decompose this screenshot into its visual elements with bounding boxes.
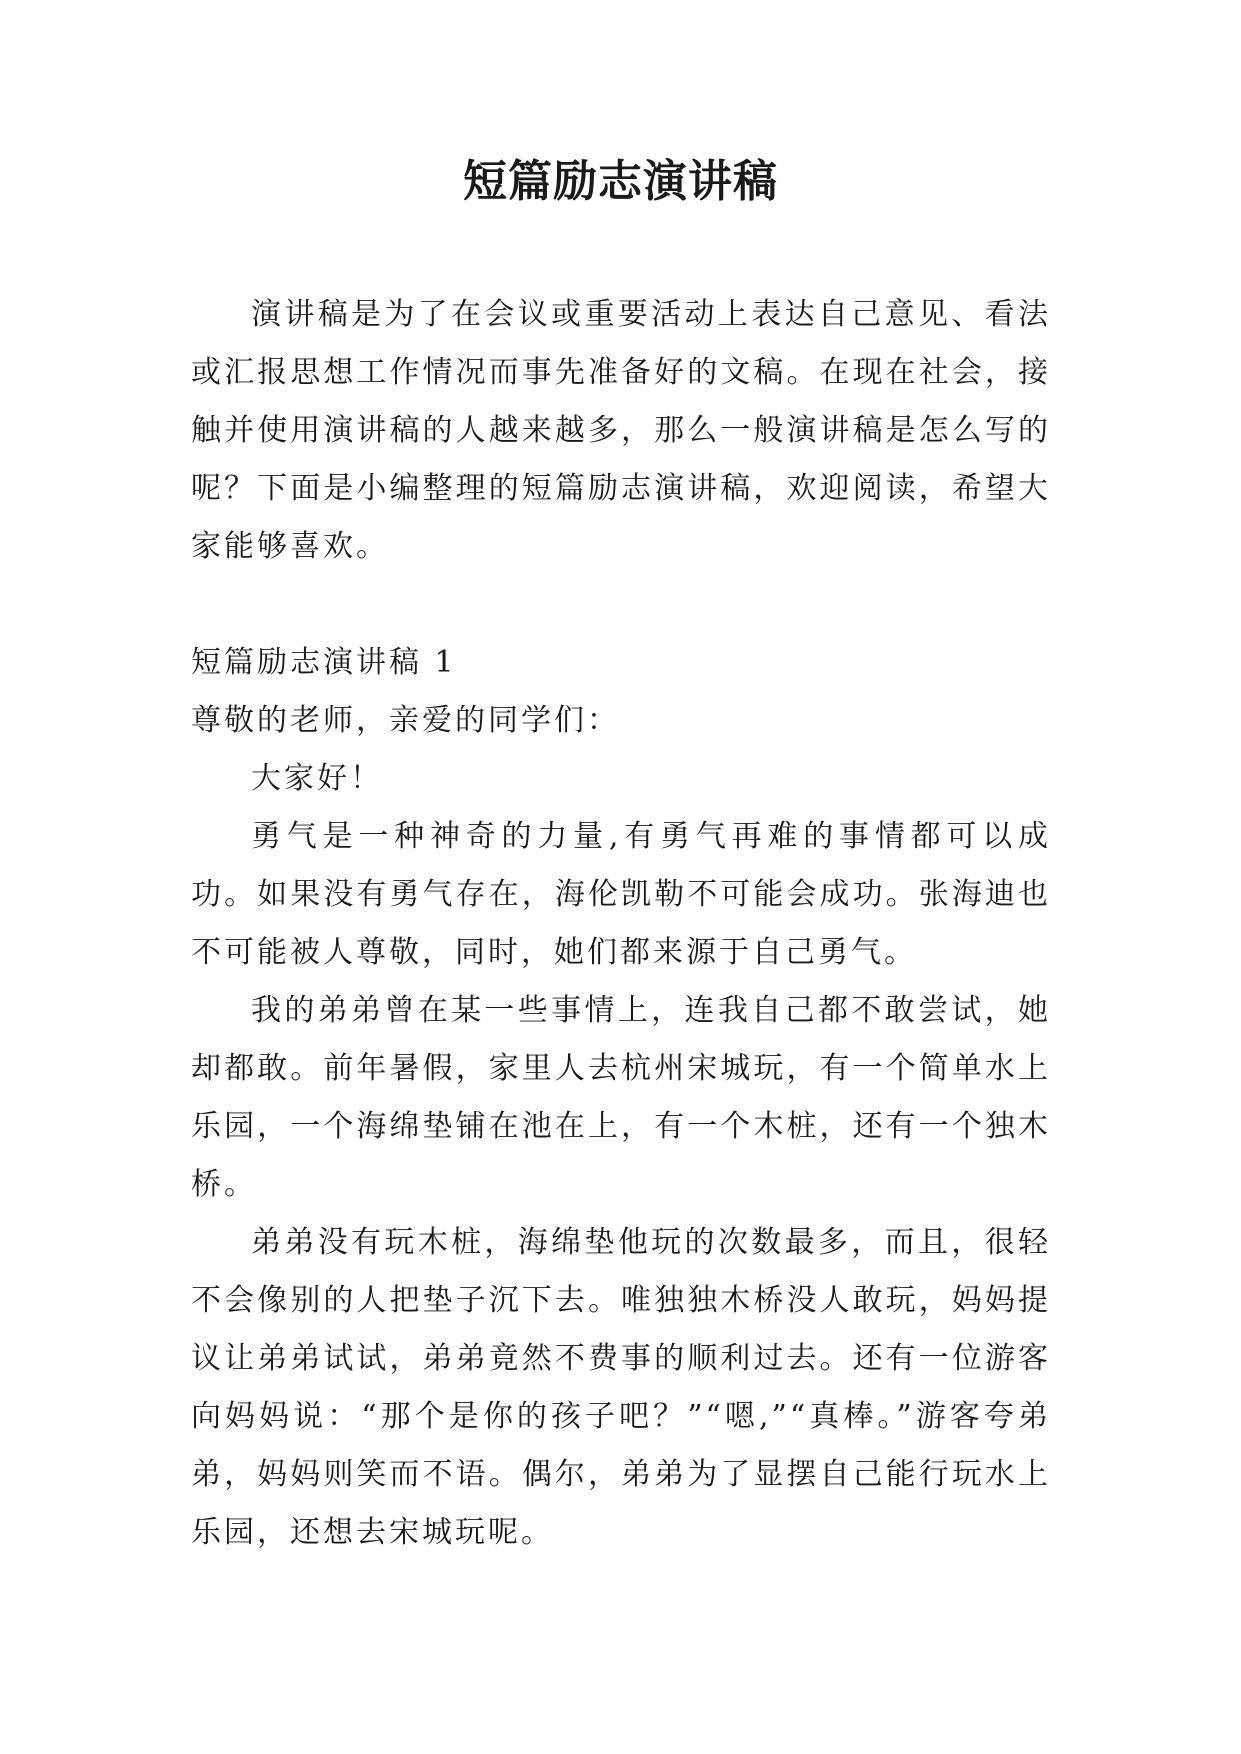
greeting: 大家好！: [251, 761, 383, 796]
body-paragraph: 我的弟弟曾在某一些事情上，连我自己都不敢尝试，她却都敢。前年暑假，家里人去杭州宋城玩，有一个简单水上乐园，一个海绵垫铺在池在上，有一个木桩，还有一个独木桥。: [191, 993, 1051, 1202]
salutation: 尊敬的老师，亲爱的同学们：: [191, 703, 620, 738]
document-title: 短篇励志演讲稿: [463, 156, 778, 207]
body-paragraph: 勇气是一种神奇的力量,有勇气再难的事情都可以成功。如果没有勇气存在，海伦凯勒不可能会成功。张海迪也不可能被人尊敬，同时，她们都来源于自己勇气。: [191, 819, 1051, 970]
body-paragraph: 弟弟没有玩木桩，海绵垫他玩的次数最多，而且，很轻不会像别的人把垫子沉下去。唯独独木桥没人敢玩，妈妈提议让弟弟试试，弟弟竟然不费事的顺利过去。还有一位游客向妈妈说：“那个是你的孩子吧？”“嗯,”“真棒。”游客夸弟弟，妈妈则笑而不语。偶尔，弟弟为了显摆自己能行玩水上乐园，还想去宋城玩呢。: [191, 1225, 1051, 1550]
section-heading: 短篇励志演讲稿 1: [191, 645, 457, 680]
intro-paragraph: 演讲稿是为了在会议或重要活动上表达自己意见、看法或汇报思想工作情况而事先准备好的文稿。在现在社会，接触并使用演讲稿的人越来越多，那么一般演讲稿是怎么写的呢？下面是小编整理的短篇励志演讲稿，欢迎阅读，希望大家能够喜欢。: [191, 297, 1051, 564]
document-body: [191, 286, 1051, 1562]
